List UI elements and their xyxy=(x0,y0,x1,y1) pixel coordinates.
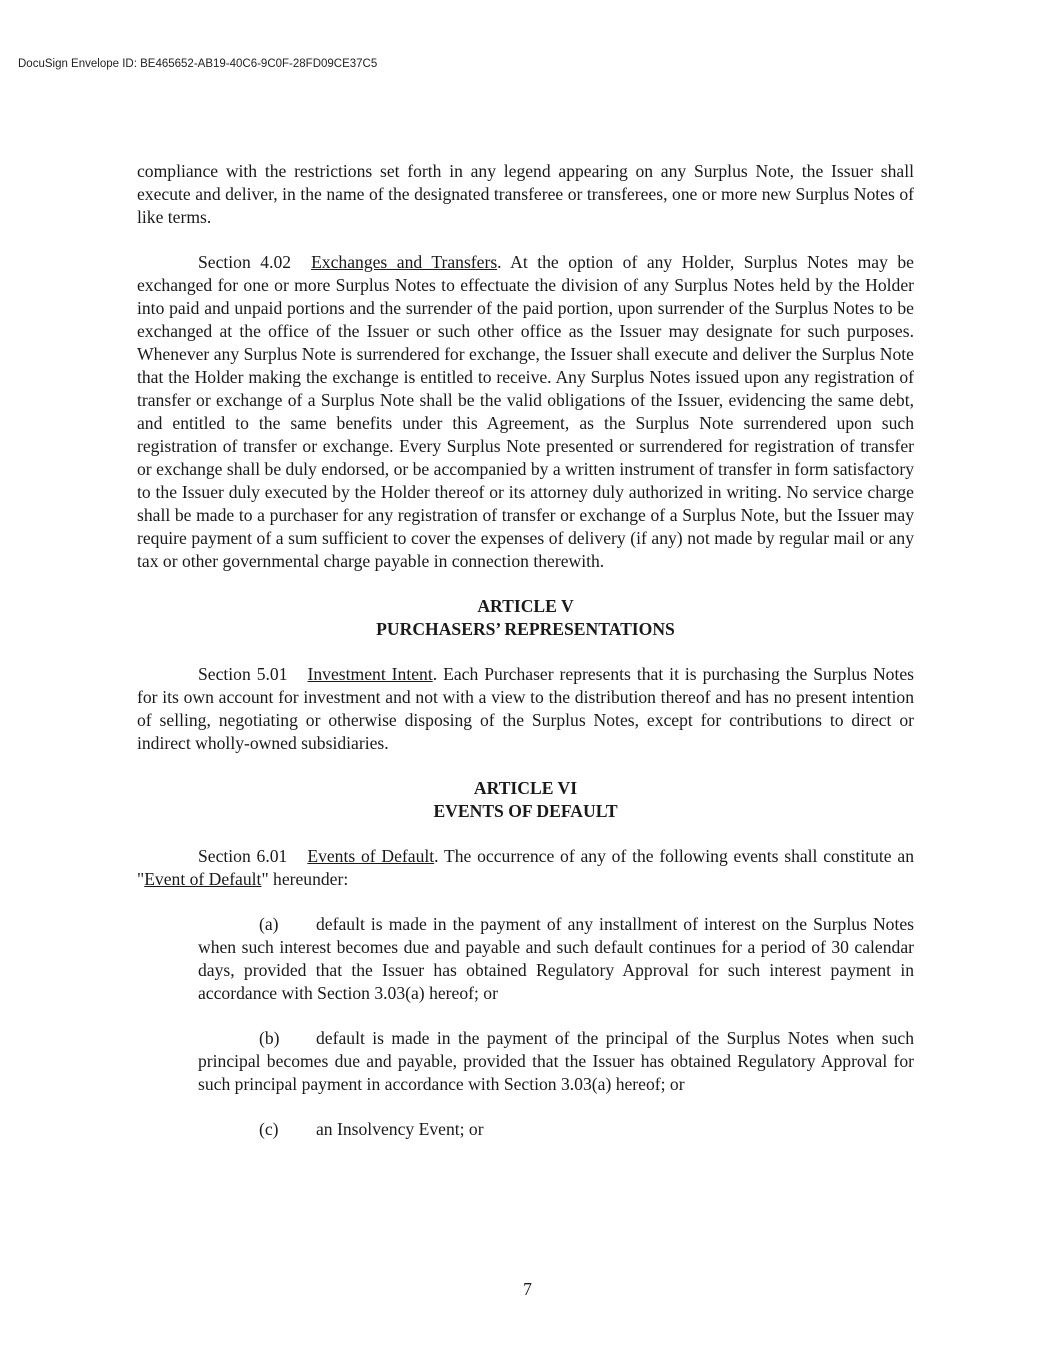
list-item-b xyxy=(198,1027,914,1096)
page-number: 7 xyxy=(523,1279,532,1299)
section-6-01-body-after: " hereunder: xyxy=(261,869,349,889)
article-v-title: PURCHASERS’ REPRESENTATIONS xyxy=(376,619,675,639)
section-4-02-body: At the option of any Holder, Surplus Notes may be exchanged for one or more Surplus Notes to effectuate the division of any Surplus Notes held by the Holder into paid and unpaid portions and the surrender of the paid portion, upon surrender of the Surplus Notes to be exchanged at the office of the Issuer or such other office as the Issuer may designate for such purposes. Whenever any Surplus Note is surrendered for exchange, the Issuer shall execute and deliver the Surplus Note that the Holder making the exchange is entitled to receive. Any Surplus Notes issued upon any registration of transfer or exchange of a Surplus Note shall be the valid obligations of the Issuer, evidencing the same debt, and entitled to the same benefits under this Agreement, as the Surplus Note surrendered upon such registration of transfer or exchange. Every Surplus Note presented or surrendered for registration of transfer or exchange shall be duly endorsed, or be accompanied by a written instrument of transfer in form satisfactory to the Issuer duly executed by the Holder thereof or its attorney duly authorized in writing. No service charge shall be made to a purchaser for any registration of transfer or exchange of a Surplus Note, but the Issuer may require payment of a sum sufficient to cover the expenses of delivery (if any) not made by regular mail or any tax or other governmental charge payable in connection therewith. xyxy=(137,252,914,571)
article-vi-label: ARTICLE VI xyxy=(473,778,578,798)
list-item-text: default is made in the payment of any installment of interest on the Surplus Notes when such interest becomes due and payable and such default continues for a period of 30 calendar days, provided that the Issuer has obtained Regulatory Approval for such interest payment in accordance with Section 3.03(a) hereof; or xyxy=(198,914,914,1003)
list-item-text: default is made in the payment of the principal of the Surplus Notes when such principal becomes due and payable, provided that the Issuer has obtained Regulatory Approval for such principal payment in accordance with Section 3.03(a) hereof; or xyxy=(198,1028,914,1094)
section-5-01-title: Investment Intent xyxy=(307,664,433,684)
section-4-02-title: Exchanges and Transfers xyxy=(311,252,498,272)
section-6-01-title: Events of Default xyxy=(307,846,435,866)
continuation-paragraph: compliance with the restrictions set forth in any legend appearing on any Surplus Note, the Issuer shall execute and deliver, in the name of the designated transferee or transferees, one or more new Surplus Notes of like terms. xyxy=(137,161,914,227)
docusign-envelope-id: DocuSign Envelope ID: BE465652-AB19-40C6-9C0F-28FD09CE37C5 xyxy=(18,58,378,70)
article-v-heading xyxy=(137,595,914,641)
section-5-01-number: Section 5.01 xyxy=(198,664,288,684)
section-6-01-number: Section 6.01 xyxy=(198,846,288,866)
section-6-01: Section 6.01 Events of Default. The occurrence of any of the following events shall constitute an "Event of Default" hereunder: xyxy=(137,846,914,889)
article-v-label: ARTICLE V xyxy=(477,596,574,616)
section-5-01-body: Each Purchaser represents that it is purchasing the Surplus Notes for its own account for investment and not with a view to the distribution thereof and has no present intention of selling, negotiating or otherwise disposing of the Surplus Notes, except for contributions to direct or indirect wholly-owned subsidiaries. xyxy=(137,664,915,753)
section-5-01: Section 5.01 Investment Intent. Each Purchaser represents that it is purchasing the Surplus Notes for its own account for investment and not with a view to the distribution thereof and has no present intention of selling, negotiating or otherwise disposing of the Surplus Notes, except for contributions to direct or indirect wholly-owned subsidiaries. xyxy=(137,664,915,753)
list-item-text: an Insolvency Event; or xyxy=(316,1119,484,1139)
document-body xyxy=(137,160,914,1163)
section-4-02: Section 4.02 Exchanges and Transfers. At the option of any Holder, Surplus Notes may be exchanged for one or more Surplus Notes to effectuate the division of any Surplus Notes held by the Holder into paid and unpaid portions and the surrender of the paid portion, upon surrender of the Surplus Notes to be exchanged at the office of the Issuer or such other office as the Issuer may designate for such purposes. Whenever any Surplus Note is surrendered for exchange, the Issuer shall execute and deliver the Surplus Note that the Holder making the exchange is entitled to receive. Any Surplus Notes issued upon any registration of transfer or exchange of a Surplus Note shall be the valid obligations of the Issuer, evidencing the same debt, and entitled to the same benefits under this Agreement, as the Surplus Note surrendered upon such registration of transfer or exchange. Every Surplus Note presented or surrendered for registration of transfer or exchange shall be duly endorsed, or be accompanied by a written instrument of transfer in form satisfactory to the Issuer duly executed by the Holder thereof or its attorney duly authorized in writing. No service charge shall be made to a purchaser for any registration of transfer or exchange of a Surplus Note, but the Issuer may require payment of a sum sufficient to cover the expenses of delivery (if any) not made by regular mail or any tax or other governmental charge payable in connection therewith. xyxy=(137,252,914,571)
list-item-label: (a) xyxy=(259,914,279,934)
section-6-01-body-before: The occurrence of any of the following events shall constitute an " xyxy=(137,846,914,889)
list-item-label: (b) xyxy=(259,1028,280,1048)
list-item-a xyxy=(198,913,914,1005)
list-item-c xyxy=(198,1118,914,1141)
section-4-02-number: Section 4.02 xyxy=(198,252,292,272)
article-vi-heading xyxy=(137,777,914,823)
defined-term-event-of-default: Event of Default xyxy=(144,869,262,889)
list-item-label: (c) xyxy=(259,1119,279,1139)
article-vi-title: EVENTS OF DEFAULT xyxy=(433,801,618,821)
